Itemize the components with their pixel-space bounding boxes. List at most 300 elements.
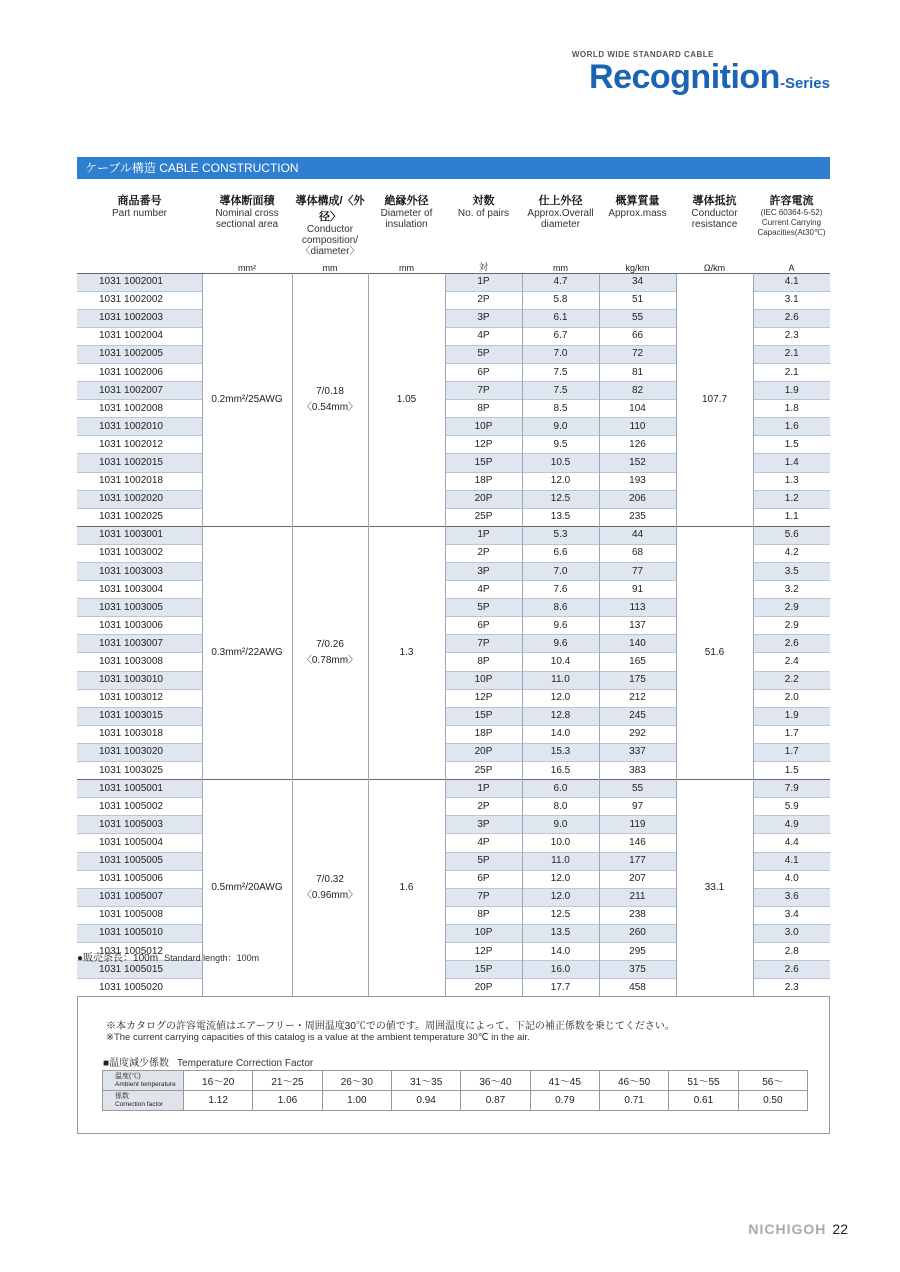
overall-diameter-cell: 8.5 — [522, 400, 599, 418]
part-number-cell: 1031 1002006 — [77, 363, 202, 381]
composition-cell — [292, 780, 368, 997]
mass-cell: 77 — [599, 563, 676, 581]
overall-diameter-cell: 10.4 — [522, 653, 599, 671]
overall-diameter-cell: 9.6 — [522, 635, 599, 653]
column-unit: 対 — [478, 261, 488, 272]
overall-diameter-cell: 7.6 — [522, 581, 599, 599]
part-number-cell: 1031 1005004 — [77, 834, 202, 852]
table-row — [77, 526, 830, 544]
correction-factor-table — [102, 1070, 808, 1111]
nominal-area-cell: 0.5mm²/20AWG — [202, 780, 292, 997]
pairs-cell: 3P — [445, 816, 522, 834]
part-number-cell: 1031 1002001 — [77, 273, 202, 291]
column-header-jp: 許容電流 — [769, 195, 814, 207]
mass-cell: 383 — [599, 762, 676, 780]
current-cell: 1.4 — [753, 454, 830, 472]
overall-diameter-cell: 12.0 — [522, 870, 599, 888]
column-header — [368, 192, 445, 257]
pairs-cell: 7P — [445, 888, 522, 906]
current-cell: 2.1 — [753, 363, 830, 381]
column-header — [202, 192, 292, 257]
column-header — [753, 192, 830, 257]
mass-cell: 165 — [599, 653, 676, 671]
pairs-cell: 10P — [445, 418, 522, 436]
pairs-cell: 7P — [445, 635, 522, 653]
mass-cell: 292 — [599, 725, 676, 743]
mass-cell: 140 — [599, 635, 676, 653]
factor-title — [103, 1054, 313, 1069]
standard-length-jp: ●販売条長：100m — [77, 953, 159, 964]
correction-factor-cell: 0.71 — [599, 1091, 668, 1111]
nominal-area-cell: 0.2mm²/25AWG — [202, 273, 292, 526]
overall-diameter-cell: 5.8 — [522, 291, 599, 309]
mass-cell: 193 — [599, 472, 676, 490]
column-header-en: No. of pairs — [457, 208, 510, 219]
current-cell: 2.3 — [753, 979, 830, 997]
pairs-cell: 12P — [445, 942, 522, 960]
pairs-cell: 7P — [445, 382, 522, 400]
overall-diameter-cell: 6.0 — [522, 780, 599, 798]
pairs-cell: 18P — [445, 472, 522, 490]
mass-cell: 126 — [599, 436, 676, 454]
resistance-cell: 33.1 — [676, 780, 753, 997]
part-number-cell: 1031 1002005 — [77, 345, 202, 363]
current-cell: 3.0 — [753, 924, 830, 942]
current-cell: 2.4 — [753, 653, 830, 671]
overall-diameter-cell: 9.0 — [522, 418, 599, 436]
composition-value: 7/0.18 — [316, 385, 344, 397]
mass-cell: 260 — [599, 924, 676, 942]
temperature-range-cell: 31～35 — [391, 1071, 460, 1091]
part-number-cell: 1031 1005007 — [77, 888, 202, 906]
pairs-cell: 1P — [445, 273, 522, 291]
column-header — [676, 192, 753, 257]
composition-diameter: 〈0.78mm〉 — [301, 654, 359, 666]
pairs-cell: 1P — [445, 780, 522, 798]
overall-diameter-cell: 8.0 — [522, 798, 599, 816]
overall-diameter-cell: 6.6 — [522, 544, 599, 562]
pairs-cell: 2P — [445, 291, 522, 309]
part-number-cell: 1031 1003015 — [77, 707, 202, 725]
series-logo — [589, 58, 830, 97]
composition-cell — [292, 526, 368, 779]
pairs-cell: 15P — [445, 707, 522, 725]
part-number-cell: 1031 1002018 — [77, 472, 202, 490]
column-header — [77, 192, 202, 257]
overall-diameter-cell: 7.5 — [522, 382, 599, 400]
part-number-cell: 1031 1003025 — [77, 762, 202, 780]
pairs-cell: 10P — [445, 671, 522, 689]
mass-cell: 55 — [599, 309, 676, 327]
standard-length-note — [77, 949, 259, 964]
overall-diameter-cell: 12.8 — [522, 707, 599, 725]
overall-diameter-cell: 6.7 — [522, 327, 599, 345]
mass-cell: 72 — [599, 345, 676, 363]
pairs-cell: 18P — [445, 725, 522, 743]
column-header-en: Part number — [111, 208, 168, 219]
correction-factor-cell: 0.61 — [669, 1091, 738, 1111]
current-cell: 4.1 — [753, 273, 830, 291]
column-header-jp: 導体抵抗 — [692, 195, 737, 207]
temperature-range-cell: 26～30 — [322, 1071, 391, 1091]
column-unit: mm — [322, 262, 338, 273]
pairs-cell: 4P — [445, 327, 522, 345]
pairs-cell: 15P — [445, 961, 522, 979]
current-cell: 4.0 — [753, 870, 830, 888]
part-number-cell: 1031 1005001 — [77, 780, 202, 798]
current-cell: 1.3 — [753, 472, 830, 490]
temperature-range-cell: 41～45 — [530, 1071, 599, 1091]
overall-diameter-cell: 9.0 — [522, 816, 599, 834]
note-en: ※The current carrying capacities of this catalog is a value at the ambient temperature 30℃ in the air. — [106, 1032, 530, 1043]
resistance-cell: 51.6 — [676, 526, 753, 779]
mass-cell: 337 — [599, 743, 676, 761]
composition-diameter: 〈0.54mm〉 — [301, 401, 359, 413]
mass-cell: 91 — [599, 581, 676, 599]
temperature-range-cell: 46～50 — [599, 1071, 668, 1091]
pairs-cell: 20P — [445, 490, 522, 508]
current-cell: 1.2 — [753, 490, 830, 508]
temperature-range-cell: 36～40 — [461, 1071, 530, 1091]
note-jp: ※本カタログの許容電流値はエアーフリー・周囲温度30℃での値です。周囲温度によって、下記の補正係数を乗じてください。 — [106, 1021, 675, 1032]
column-header-jp: 絶縁外径 — [384, 195, 429, 207]
mass-cell: 104 — [599, 400, 676, 418]
pairs-cell: 25P — [445, 508, 522, 526]
correction-factor-cell: 0.94 — [391, 1091, 460, 1111]
mass-cell: 235 — [599, 508, 676, 526]
part-number-cell: 1031 1002008 — [77, 400, 202, 418]
overall-diameter-cell: 4.7 — [522, 273, 599, 291]
mass-cell: 119 — [599, 816, 676, 834]
part-number-cell: 1031 1002010 — [77, 418, 202, 436]
column-header-en: Nominal cross sectional area — [215, 208, 279, 230]
mass-cell: 82 — [599, 382, 676, 400]
part-number-cell: 1031 1002012 — [77, 436, 202, 454]
mass-cell: 175 — [599, 671, 676, 689]
overall-diameter-cell: 17.7 — [522, 979, 599, 997]
mass-cell: 137 — [599, 617, 676, 635]
part-number-cell: 1031 1005015 — [77, 961, 202, 979]
overall-diameter-cell: 12.5 — [522, 906, 599, 924]
pairs-cell: 2P — [445, 544, 522, 562]
current-cell: 4.1 — [753, 852, 830, 870]
current-cell: 2.9 — [753, 617, 830, 635]
part-number-cell: 1031 1003004 — [77, 581, 202, 599]
part-number-cell: 1031 1003018 — [77, 725, 202, 743]
part-number-cell: 1031 1002025 — [77, 508, 202, 526]
current-cell: 4.9 — [753, 816, 830, 834]
pairs-cell: 4P — [445, 834, 522, 852]
temperature-range-cell: 21～25 — [253, 1071, 322, 1091]
column-unit: mm — [553, 262, 568, 273]
pairs-cell: 20P — [445, 979, 522, 997]
current-cell: 4.4 — [753, 834, 830, 852]
current-cell: 1.9 — [753, 382, 830, 400]
mass-cell: 113 — [599, 599, 676, 617]
mass-cell: 295 — [599, 942, 676, 960]
current-cell: 2.1 — [753, 345, 830, 363]
overall-diameter-cell: 16.0 — [522, 961, 599, 979]
overall-diameter-cell: 8.6 — [522, 599, 599, 617]
overall-diameter-cell: 7.5 — [522, 363, 599, 381]
insulation-cell: 1.3 — [368, 526, 445, 779]
overall-diameter-cell: 12.0 — [522, 472, 599, 490]
current-cell: 3.1 — [753, 291, 830, 309]
column-header-en: Diameter of insulation — [380, 208, 433, 230]
mass-cell: 66 — [599, 327, 676, 345]
pairs-cell: 1P — [445, 526, 522, 544]
current-cell: 5.6 — [753, 526, 830, 544]
overall-diameter-cell: 10.0 — [522, 834, 599, 852]
composition-value: 7/0.26 — [316, 638, 344, 650]
current-cell: 1.6 — [753, 418, 830, 436]
coef-label — [103, 1091, 184, 1111]
mass-cell: 211 — [599, 888, 676, 906]
column-header-en: Approx.mass — [608, 208, 667, 219]
part-number-cell: 1031 1005020 — [77, 979, 202, 997]
pairs-cell: 8P — [445, 653, 522, 671]
current-cell: 1.5 — [753, 762, 830, 780]
column-header-jp: 仕上外径 — [538, 195, 583, 207]
overall-diameter-cell: 9.6 — [522, 617, 599, 635]
column-unit: Ω/km — [703, 262, 726, 273]
part-number-cell: 1031 1002020 — [77, 490, 202, 508]
overall-diameter-cell: 9.5 — [522, 436, 599, 454]
current-cell: 2.6 — [753, 961, 830, 979]
current-cell: 7.9 — [753, 780, 830, 798]
mass-cell: 44 — [599, 526, 676, 544]
pairs-cell: 10P — [445, 924, 522, 942]
current-cell: 1.8 — [753, 400, 830, 418]
current-cell: 2.0 — [753, 689, 830, 707]
correction-factor-cell: 0.87 — [461, 1091, 530, 1111]
current-cell: 1.7 — [753, 725, 830, 743]
correction-factor-cell: 1.06 — [253, 1091, 322, 1111]
pairs-cell: 4P — [445, 581, 522, 599]
series-suffix: -Series — [779, 75, 830, 92]
section-title: ケーブル構造 CABLE CONSTRUCTION — [77, 157, 830, 179]
correction-factor-cell: 0.50 — [738, 1091, 807, 1111]
mass-cell: 81 — [599, 363, 676, 381]
temperature-range-cell: 56～ — [738, 1071, 807, 1091]
current-cell: 1.9 — [753, 707, 830, 725]
current-cell: 1.7 — [753, 743, 830, 761]
company-logo: NICHIGOH — [748, 1221, 827, 1237]
pairs-cell: 12P — [445, 436, 522, 454]
correction-factor-cell: 1.00 — [322, 1091, 391, 1111]
mass-cell: 34 — [599, 273, 676, 291]
current-cell: 1.1 — [753, 508, 830, 526]
part-number-cell: 1031 1002002 — [77, 291, 202, 309]
pairs-cell: 6P — [445, 363, 522, 381]
column-header-en: (IEC 60364-5-52) Current Carrying Capacities(At30℃) — [757, 208, 826, 237]
mass-cell: 97 — [599, 798, 676, 816]
footer — [748, 1221, 848, 1239]
pairs-cell: 20P — [445, 743, 522, 761]
temp-label — [103, 1071, 184, 1091]
mass-cell: 146 — [599, 834, 676, 852]
column-header — [522, 192, 599, 257]
pairs-cell: 8P — [445, 400, 522, 418]
cable-construction-table — [77, 192, 830, 997]
overall-diameter-cell: 12.0 — [522, 689, 599, 707]
insulation-cell: 1.6 — [368, 780, 445, 997]
column-header — [292, 192, 368, 257]
part-number-cell: 1031 1003003 — [77, 563, 202, 581]
column-header-en: Conductor resistance — [691, 208, 738, 230]
mass-cell: 245 — [599, 707, 676, 725]
page-number: 22 — [832, 1221, 848, 1237]
temp-label-en: Ambient temperature — [115, 1080, 176, 1088]
part-number-cell: 1031 1005006 — [77, 870, 202, 888]
overall-diameter-cell: 12.0 — [522, 888, 599, 906]
standard-length-en: Standard length：100m — [164, 953, 260, 963]
overall-diameter-cell: 15.3 — [522, 743, 599, 761]
pairs-cell: 5P — [445, 345, 522, 363]
pairs-cell: 3P — [445, 309, 522, 327]
pairs-cell: 3P — [445, 563, 522, 581]
table-row — [77, 273, 830, 291]
composition-cell — [292, 273, 368, 526]
part-number-cell: 1031 1002015 — [77, 454, 202, 472]
resistance-cell: 107.7 — [676, 273, 753, 526]
mass-cell: 55 — [599, 780, 676, 798]
column-header — [445, 192, 522, 257]
mass-cell: 207 — [599, 870, 676, 888]
overall-diameter-cell: 14.0 — [522, 725, 599, 743]
nominal-area-cell: 0.3mm²/22AWG — [202, 526, 292, 779]
overall-diameter-cell: 12.5 — [522, 490, 599, 508]
part-number-cell: 1031 1003006 — [77, 617, 202, 635]
column-header-jp: 導体断面積 — [219, 195, 275, 207]
overall-diameter-cell: 7.0 — [522, 563, 599, 581]
mass-cell: 152 — [599, 454, 676, 472]
brand-tagline: WORLD WIDE STANDARD CABLE — [571, 50, 714, 59]
overall-diameter-cell: 13.5 — [522, 508, 599, 526]
column-header — [599, 192, 676, 257]
mass-cell: 68 — [599, 544, 676, 562]
part-number-cell: 1031 1002007 — [77, 382, 202, 400]
current-cell: 2.8 — [753, 942, 830, 960]
current-cell: 4.2 — [753, 544, 830, 562]
part-number-cell: 1031 1005005 — [77, 852, 202, 870]
pairs-cell: 2P — [445, 798, 522, 816]
part-number-cell: 1031 1005002 — [77, 798, 202, 816]
insulation-cell: 1.05 — [368, 273, 445, 526]
column-header-jp: 対数 — [472, 195, 495, 207]
part-number-cell: 1031 1002004 — [77, 327, 202, 345]
part-number-cell: 1031 1003008 — [77, 653, 202, 671]
column-header-jp: 概算質量 — [615, 195, 660, 207]
column-unit: mm² — [238, 262, 256, 273]
mass-cell: 51 — [599, 291, 676, 309]
pairs-cell: 12P — [445, 689, 522, 707]
column-header-en: Conductor composition/〈diameter〉 — [300, 224, 360, 257]
overall-diameter-cell: 13.5 — [522, 924, 599, 942]
temperature-range-cell: 51～55 — [669, 1071, 738, 1091]
current-cell: 3.4 — [753, 906, 830, 924]
overall-diameter-cell: 6.1 — [522, 309, 599, 327]
current-cell: 2.2 — [753, 671, 830, 689]
current-cell: 2.3 — [753, 327, 830, 345]
current-cell: 3.2 — [753, 581, 830, 599]
part-number-cell: 1031 1003001 — [77, 526, 202, 544]
pairs-cell: 25P — [445, 762, 522, 780]
mass-cell: 375 — [599, 961, 676, 979]
pairs-cell: 8P — [445, 906, 522, 924]
overall-diameter-cell: 11.0 — [522, 852, 599, 870]
column-unit: mm — [399, 262, 414, 273]
part-number-cell: 1031 1003012 — [77, 689, 202, 707]
part-number-cell: 1031 1003020 — [77, 743, 202, 761]
column-header-en: Approx.Overall diameter — [527, 208, 594, 230]
current-cell: 2.6 — [753, 309, 830, 327]
part-number-cell: 1031 1003010 — [77, 671, 202, 689]
coef-label-jp: 係数 — [115, 1092, 129, 1100]
series-name: Recognition — [589, 58, 780, 96]
mass-cell: 177 — [599, 852, 676, 870]
overall-diameter-cell: 14.0 — [522, 942, 599, 960]
current-cell: 5.9 — [753, 798, 830, 816]
mass-cell: 212 — [599, 689, 676, 707]
part-number-cell: 1031 1003005 — [77, 599, 202, 617]
part-number-cell: 1031 1005010 — [77, 924, 202, 942]
part-number-cell: 1031 1002003 — [77, 309, 202, 327]
overall-diameter-cell: 16.5 — [522, 762, 599, 780]
column-header-jp: 導体構成/〈外径〉 — [295, 195, 365, 223]
correction-factor-cell: 0.79 — [530, 1091, 599, 1111]
part-number-cell: 1031 1005003 — [77, 816, 202, 834]
pairs-cell: 6P — [445, 617, 522, 635]
mass-cell: 458 — [599, 979, 676, 997]
overall-diameter-cell: 10.5 — [522, 454, 599, 472]
mass-cell: 206 — [599, 490, 676, 508]
column-unit — [77, 257, 202, 273]
temperature-range-cell: 16～20 — [184, 1071, 253, 1091]
coef-label-en: Correction factor — [115, 1100, 164, 1108]
mass-cell: 110 — [599, 418, 676, 436]
factor-title-jp: ■温度減少係数 — [103, 1058, 170, 1069]
overall-diameter-cell: 7.0 — [522, 345, 599, 363]
factor-title-en: Temperature Correction Factor — [177, 1058, 314, 1069]
table-row — [77, 780, 830, 798]
mass-cell: 238 — [599, 906, 676, 924]
part-number-cell: 1031 1005012 — [77, 942, 202, 960]
pairs-cell: 5P — [445, 599, 522, 617]
part-number-cell: 1031 1005008 — [77, 906, 202, 924]
part-number-cell: 1031 1003007 — [77, 635, 202, 653]
current-cell: 3.5 — [753, 563, 830, 581]
column-unit: kg/km — [625, 262, 650, 273]
overall-diameter-cell: 11.0 — [522, 671, 599, 689]
pairs-cell: 6P — [445, 870, 522, 888]
current-cell: 1.5 — [753, 436, 830, 454]
pairs-cell: 5P — [445, 852, 522, 870]
column-header-jp: 商品番号 — [117, 195, 162, 207]
overall-diameter-cell: 5.3 — [522, 526, 599, 544]
composition-diameter: 〈0.96mm〉 — [301, 890, 359, 902]
correction-factor-cell: 1.12 — [184, 1091, 253, 1111]
pairs-cell: 15P — [445, 454, 522, 472]
current-cell: 2.6 — [753, 635, 830, 653]
composition-value: 7/0.32 — [316, 874, 344, 886]
current-note-box — [77, 996, 830, 1134]
temp-label-jp: 温度(℃) — [115, 1072, 141, 1080]
part-number-cell: 1031 1003002 — [77, 544, 202, 562]
current-cell: 3.6 — [753, 888, 830, 906]
column-unit: A — [788, 262, 795, 273]
current-cell: 2.9 — [753, 599, 830, 617]
